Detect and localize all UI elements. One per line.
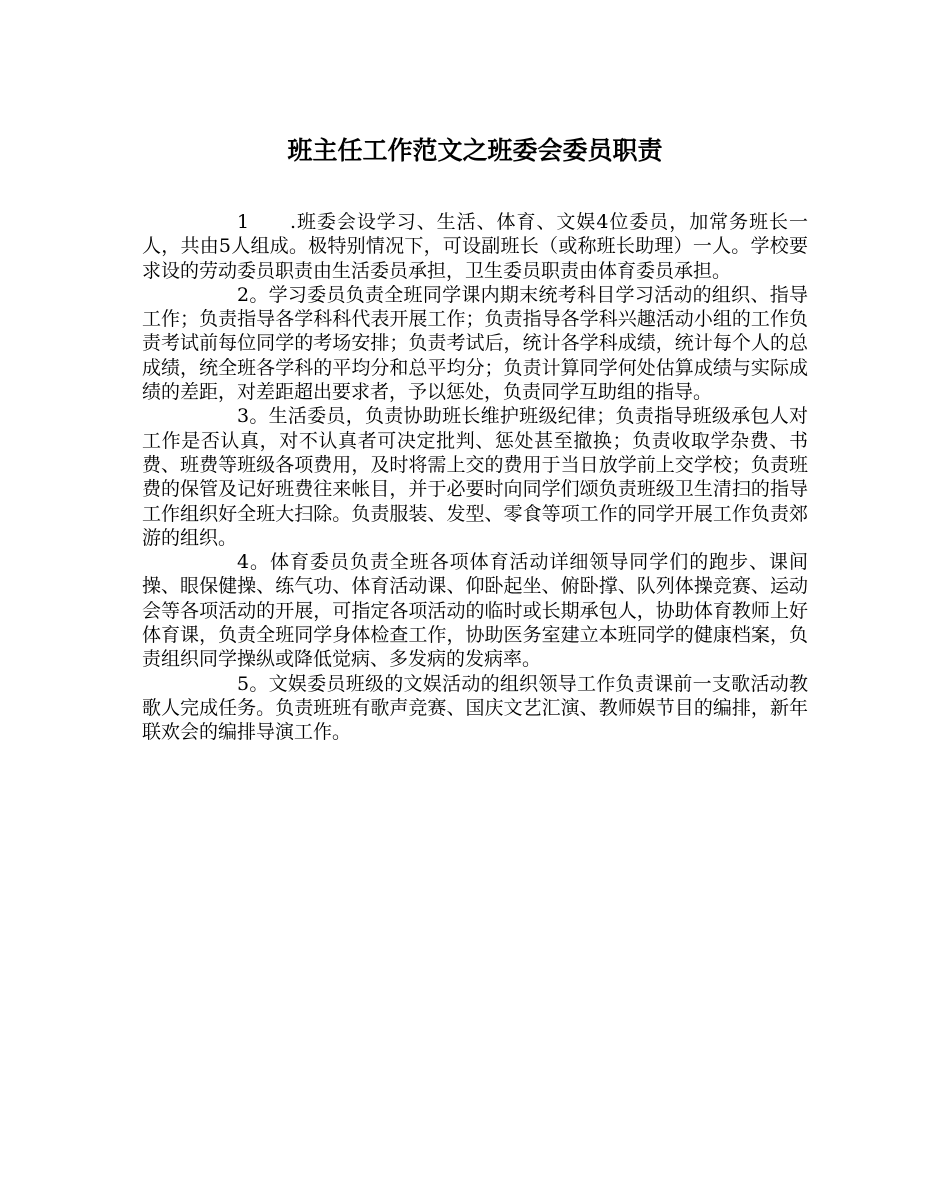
paragraph-1: 1 .班委会设学习、生活、体育、文娱4位委员，加常务班长一人，共由5人组成。极特别情况下，可设副班长（或称班长助理）一人。学校要求设的劳动委员职责由生活委员承担，卫生委员职责由体育委员承担。 <box>142 211 808 282</box>
paragraph-5: 5。文娱委员班级的文娱活动的组织领导工作负责课前一支歌活动教歌人完成任务。负责班班有歌声竞赛、国庆文艺汇演、教师娱节目的编排，新年联欢会的编排导演工作。 <box>142 672 808 744</box>
document-title: 班主任工作范文之班委会委员职责 <box>287 136 663 165</box>
paragraph-4: 4。体育委员负责全班各项体育活动详细领导同学们的跑步、课间操、眼保健操、练气功、体育活动课、仰卧起坐、俯卧撑、队列体操竞赛、运动会等各项活动的开展，可指定各项活动的临时或长期承包人，协助体育教师上好体育课，负责全班同学身体检查工作，协助医务室建立本班同学的健康档案，负责组织同学操纵或降低觉病、多发病的发病率。 <box>142 551 808 671</box>
paragraph-2: 2。学习委员负责全班同学课内期末统考科目学习活动的组织、指导工作；负责指导各学科科代表开展工作；负责指导各学科兴趣活动小组的工作负责考试前每位同学的考场安排；负责考试后，统计各学科成绩，统计每个人的总成绩，统全班各学科的平均分和总平均分；负责计算同学何处估算成绩与实际成绩的差距，对差距超出要求者，予以惩处，负责同学互助组的指导。 <box>142 283 808 404</box>
document-body <box>142 210 808 745</box>
paragraph-3: 3。生活委员，负责协助班长维护班级纪律；负责指导班级承包人对工作是否认真，对不认真者可决定批判、惩处甚至撤换；负责收取学杂费、书费、班费等班级各项费用，及时将需上交的费用于当日放学前上交学校；负责班费的保管及记好班费往来帐目，并于必要时向同学们颂负责班级卫生清扫的指导工作组织好全班大扫除。负责服装、发型、零食等项工作的同学开展工作负责郊游的组织。 <box>142 405 808 549</box>
